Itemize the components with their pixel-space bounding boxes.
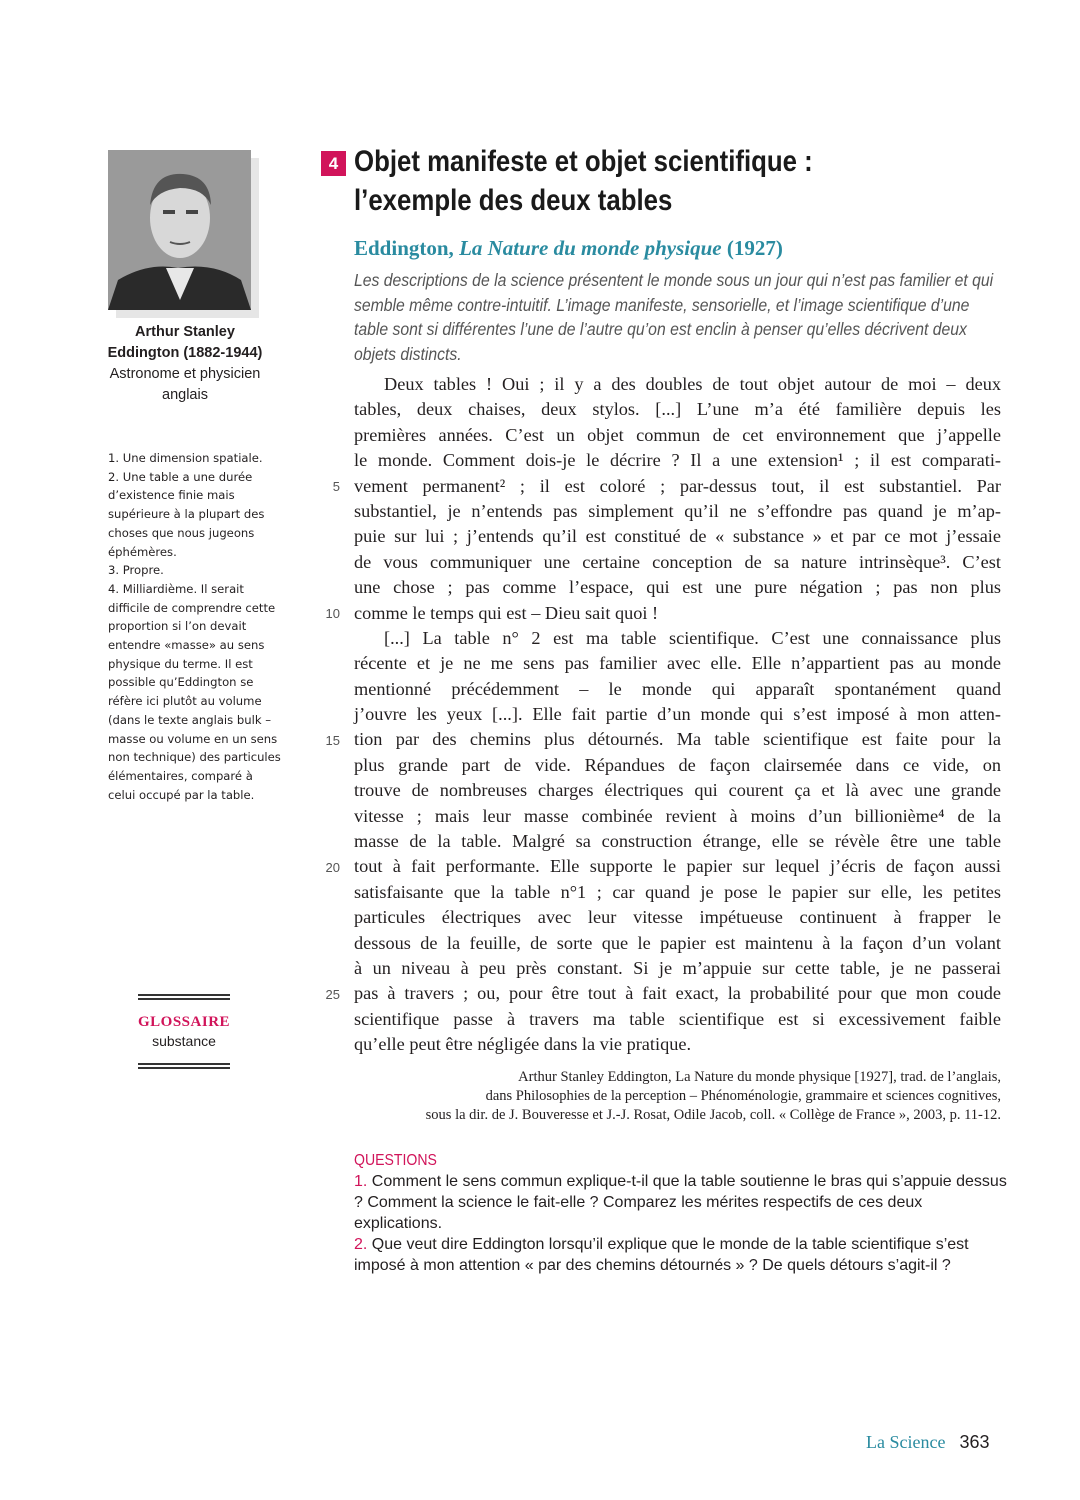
footer-section: La Science	[866, 1432, 946, 1452]
text-line: j’ouvre les yeux [...]. Elle fait partie d’un monde qui s’est imposé à mon atten-	[354, 704, 1001, 725]
divider	[138, 1063, 230, 1069]
text-line: de vous communiquer une certaine conception de sa nature intrinsèque³. C’est	[354, 551, 1001, 572]
text-line: comme le temps qui est – Dieu sait quoi !	[354, 602, 659, 623]
question-text: Comment le sens commun explique-t-il que la table soutienne le bras qui s’appuie dessus ? Comment la science le fait-elle ? Comparez les mérites respectifs de ces deux explications.	[354, 1173, 1007, 1232]
excerpt-body	[325, 372, 1001, 1058]
text-line: vement permanent² ; il est coloré ; par-dessus tout, il est substantiel. Par	[354, 475, 1001, 496]
text-line: plus grande part de vide. Répandues de façon clairsemée dans ce vide, on	[354, 754, 1001, 775]
line-number: 25	[325, 986, 340, 1002]
footnote-1: 1. Une dimension spatiale.	[108, 451, 263, 465]
text-line: à un niveau à peu près constant. Si je m’appuie sur cette table, je ne passerai	[354, 957, 1001, 978]
questions-heading: QUESTIONS	[354, 1152, 437, 1169]
text-line: trouve de nombreuses charges électriques qui courent ça et là avec une grande	[354, 780, 1001, 801]
footnotes	[108, 449, 283, 804]
question-number: 1.	[354, 1173, 368, 1190]
text-line: dessous de la feuille, de sorte que le papier est maintenu à la façon d’un volant	[354, 932, 1001, 953]
text-line: [...] La table n° 2 est ma table scientifique. C’est une connaissance plus	[384, 627, 1001, 648]
text-line: une chose ; pas comme l’espace, qui est une pure négation ; pas non plus	[354, 577, 1001, 598]
text-line: Deux tables ! Oui ; il y a des doubles de tout objet autour de moi – deux	[384, 374, 1001, 394]
line-number: 15	[325, 732, 340, 748]
glossary-title: GLOSSAIRE	[138, 1014, 231, 1030]
page-number: 363	[959, 1432, 990, 1452]
title-line-1: Objet manifeste et objet scientifique :	[354, 145, 813, 178]
citation-line: Arthur Stanley Eddington, La Nature du monde physique [1927], trad. de l’anglais,	[518, 1069, 1001, 1085]
line-number: 20	[325, 859, 340, 875]
divider	[138, 994, 230, 1000]
text-line: puie sur lui ; j’entends qu’il est constitué de « substance » et par ce mot j’essaie	[354, 526, 1001, 547]
citation-line: sous la dir. de J. Bouveresse et J.-J. Rosat, Odile Jacob, coll. « Collège de France », 2003, p. 11-12.	[425, 1107, 1001, 1123]
line-number: 5	[332, 478, 340, 494]
question-number: 2.	[354, 1236, 368, 1253]
text-line: satisfaisante que la table n°1 ; car quand je pose le papier sur elle, les petites	[354, 881, 1001, 902]
text-line: qu’elle peut être négligée dans la vie pratique.	[354, 1034, 692, 1055]
portrait-image	[108, 150, 251, 310]
source-author: Eddington,	[354, 236, 454, 260]
text-line: vitesse ; mais leur masse combinée revient à moins d’un billionième⁴ de la	[354, 805, 1001, 826]
citation-line: dans Philosophies de la perception – Phénoménologie, grammaire et sciences cognitives,	[485, 1088, 1001, 1104]
source-year: (1927)	[726, 236, 783, 260]
glossary-box	[138, 994, 230, 1069]
question-1	[354, 1171, 1014, 1234]
author-role: Astronome et physicien	[109, 366, 261, 382]
text-line: masse de la table. Malgré sa construction étrange, elle se révèle être une table	[354, 831, 1001, 852]
section-number-badge: 4	[321, 151, 346, 176]
author-name: Arthur Stanley	[135, 324, 235, 340]
author-portrait	[108, 150, 251, 310]
author-dates: Eddington (1882-1944)	[107, 345, 263, 361]
intro-text: Les descriptions de la science présentent le monde sous un jour qui n’est pas familier et qui semble même contre-intuitif. L’image manifeste, sensorielle, et l’image scientifique d’une table sont si différentes l’une de l’autre qu’on est enclin à penser qu’elles décrivent deux objets distincts.	[354, 270, 994, 364]
text-line: le monde. Comment dois-je le décrire ? Il a une extension¹ ; il est comparati-	[354, 450, 1001, 471]
glossary-term[interactable]: substance	[152, 1033, 216, 1049]
line-number: 10	[325, 605, 340, 621]
question-2	[354, 1234, 1014, 1276]
footnote-2: 2. Une table a une durée d’existence finie mais supérieure à la plupart des choses que nous jugeons éphémères.	[108, 469, 265, 559]
text-line: particules électriques avec leur vitesse impétueuse continuent à frapper le	[354, 907, 1001, 928]
citation	[300, 1068, 1001, 1125]
section-title	[354, 142, 813, 220]
footnote-4: 4. Milliardième. Il serait difficile de comprendre cette proportion si l’on devait entendre «masse» au sens physique du terme. Il est possible qu’Eddington se réfère ici plutôt au volume (dans le texte anglais bulk – masse ou volume en un sens non technique) des particules élémentaires, comparé à celui occupé par la table.	[108, 581, 281, 802]
title-line-2: l’exemple des deux tables	[354, 184, 673, 217]
author-role-2: anglais	[162, 387, 208, 403]
text-line: tout à fait performante. Elle supporte le papier sur lequel j’écris de façon aussi	[354, 856, 1001, 877]
source-heading	[354, 236, 783, 261]
source-work: La Nature du monde physique	[459, 236, 722, 260]
text-line: récente et je ne me sens pas familier avec elle. Elle n’appartient pas au monde	[354, 653, 1001, 674]
text-line: mentionné précédemment – le monde qui apparaît spontanément quand	[354, 678, 1001, 699]
questions	[354, 1150, 1014, 1276]
text-line: tables, deux chaises, deux stylos. [...] L’une m’a été familière depuis les	[354, 399, 1001, 420]
page-footer	[866, 1432, 990, 1453]
text-line: substantiel, je n’entends pas simplement qu’il ne s’effondre pas quand je m’ap-	[354, 500, 1001, 521]
author-caption	[100, 322, 270, 406]
text-line: tion par des chemins plus détournés. Ma table scientifique est faite pour la	[354, 729, 1001, 750]
footnote-3: 3. Propre.	[108, 563, 164, 578]
text-line: pas à travers ; ou, pour être tout à fait exact, la probabilité pour que mon coude	[354, 983, 1001, 1004]
question-text: Que veut dire Eddington lorsqu’il explique que le monde de la table scientifique s’est imposé à mon attention « par des chemins détournés » ? De quels détours s’agit-il ?	[354, 1236, 969, 1274]
text-line: scientifique passe à travers ma table scientifique est si excessivement faible	[354, 1008, 1001, 1029]
text-line: premières années. C’est un objet commun de cet environnement que j’appelle	[354, 424, 1001, 445]
